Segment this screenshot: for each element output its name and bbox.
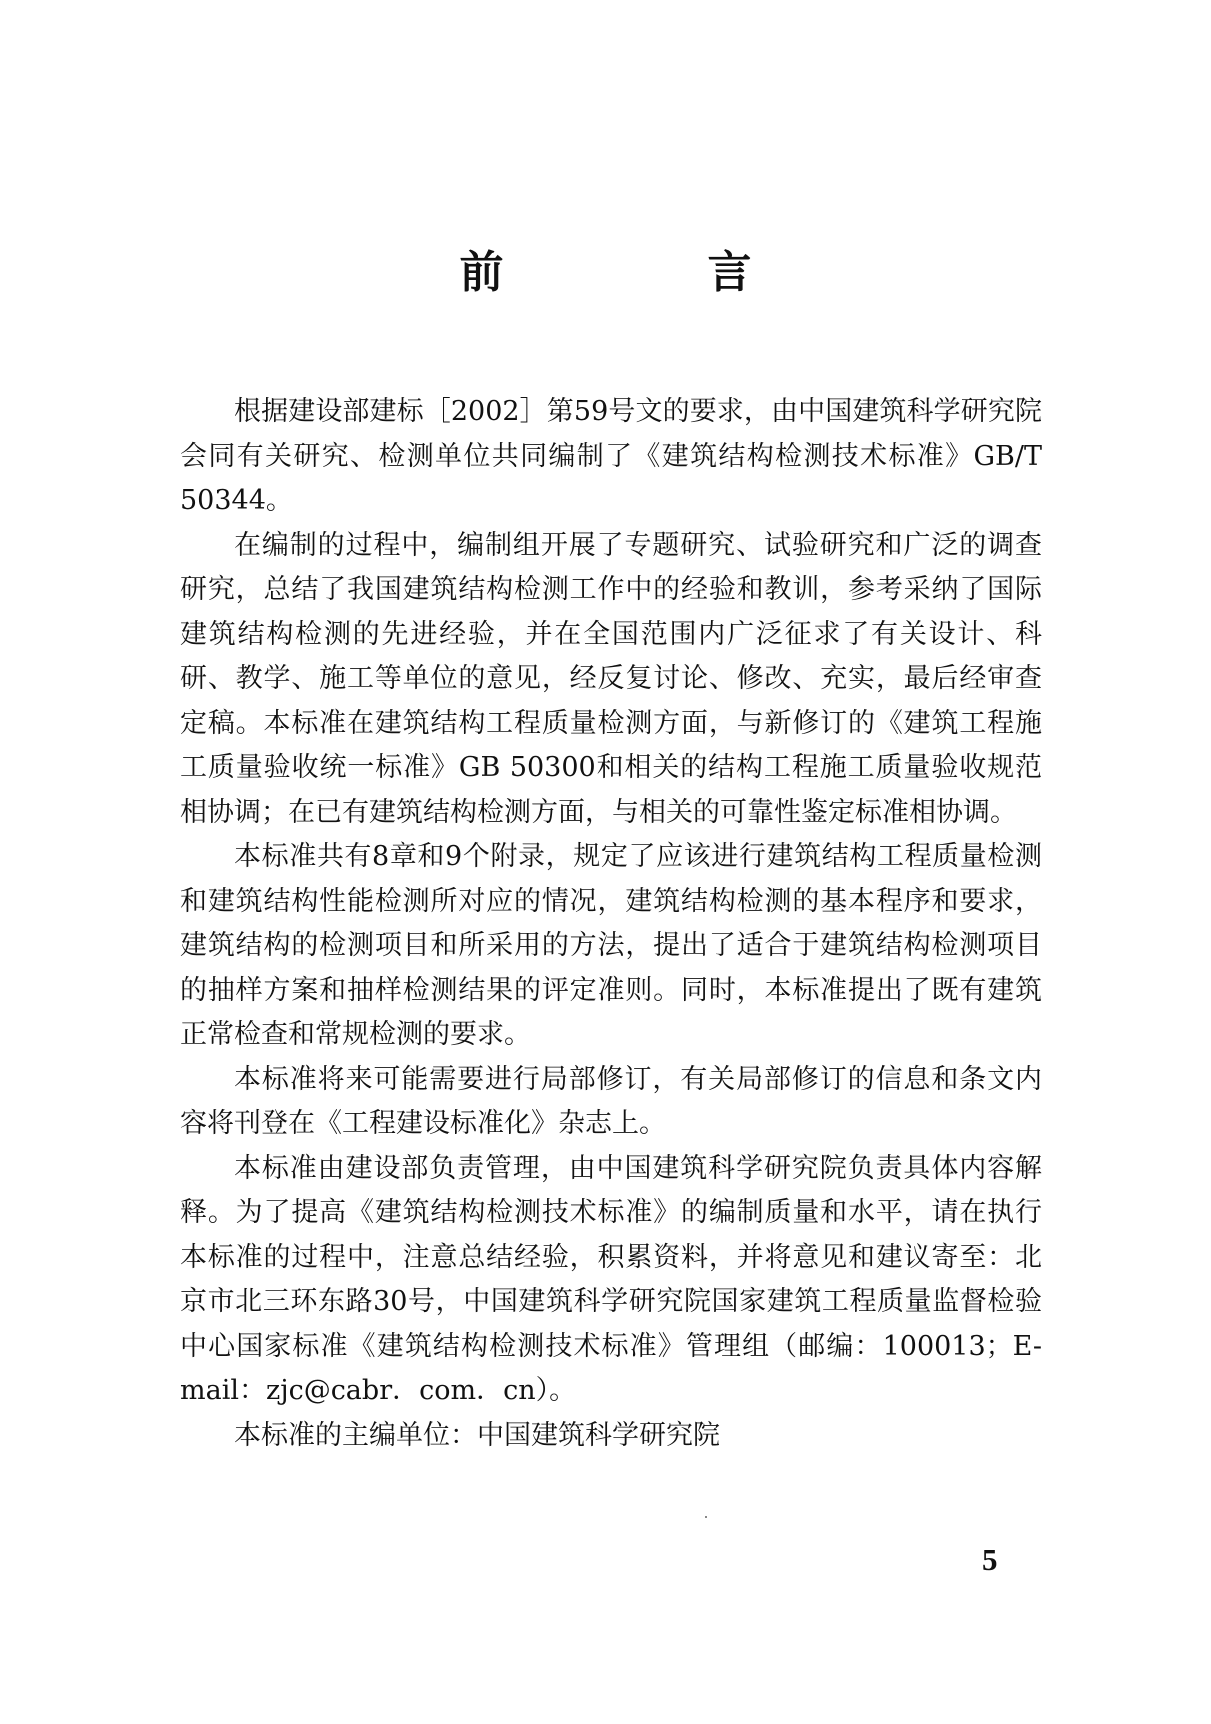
paragraph: 本标准的主编单位：中国建筑科学研究院 bbox=[234, 1419, 720, 1451]
scan-speck bbox=[705, 1516, 707, 1518]
page-title: 前 言 bbox=[459, 247, 832, 298]
paragraph: 本标准由建设部负责管理，由中国建筑科学研究院负责具体内容解释。为了提高《建筑结构检测技术标准》的编制质量和水平，请在执行本标准的过程中，注意总结经验，积累资料，并将意见和建议寄至：北京市北三环东路30号，中国建筑科学研究院国家建筑工程质量监督检验中心国家标准《建筑结构检测技术标准》管理组（邮编：100013；E-mail：zjc@cabr．com．cn）。 bbox=[180, 1152, 1042, 1406]
preface-body bbox=[180, 390, 1042, 1458]
paragraph: 本标准将来可能需要进行局部修订，有关局部修订的信息和条文内容将刊登在《工程建设标准化》杂志上。 bbox=[180, 1063, 1042, 1139]
paragraph: 本标准共有8章和9个附录，规定了应该进行建筑结构工程质量检测和建筑结构性能检测所对应的情况，建筑结构检测的基本程序和要求，建筑结构的检测项目和所采用的方法，提出了适合于建筑结构检测项目的抽样方案和抽样检测结果的评定准则。同时，本标准提出了既有建筑正常检查和常规检测的要求。 bbox=[180, 841, 1042, 1050]
page-number: 5 bbox=[982, 1542, 998, 1577]
paragraph: 根据建设部建标［2002］第59号文的要求，由中国建筑科学研究院会同有关研究、检测单位共同编制了《建筑结构检测技术标准》GB/T 50344。 bbox=[180, 396, 1042, 516]
paragraph: 在编制的过程中，编制组开展了专题研究、试验研究和广泛的调查研究，总结了我国建筑结构检测工作中的经验和教训，参考采纳了国际建筑结构检测的先进经验，并在全国范围内广泛征求了有关设计、科研、教学、施工等单位的意见，经反复讨论、修改、充实，最后经审查定稿。本标准在建筑结构工程质量检测方面，与新修订的《建筑工程施工质量验收统一标准》GB 50300和相关的结构工程施工质量验收规范相协调；在已有建筑结构检测方面，与相关的可靠性鉴定标准相协调。 bbox=[180, 529, 1042, 828]
